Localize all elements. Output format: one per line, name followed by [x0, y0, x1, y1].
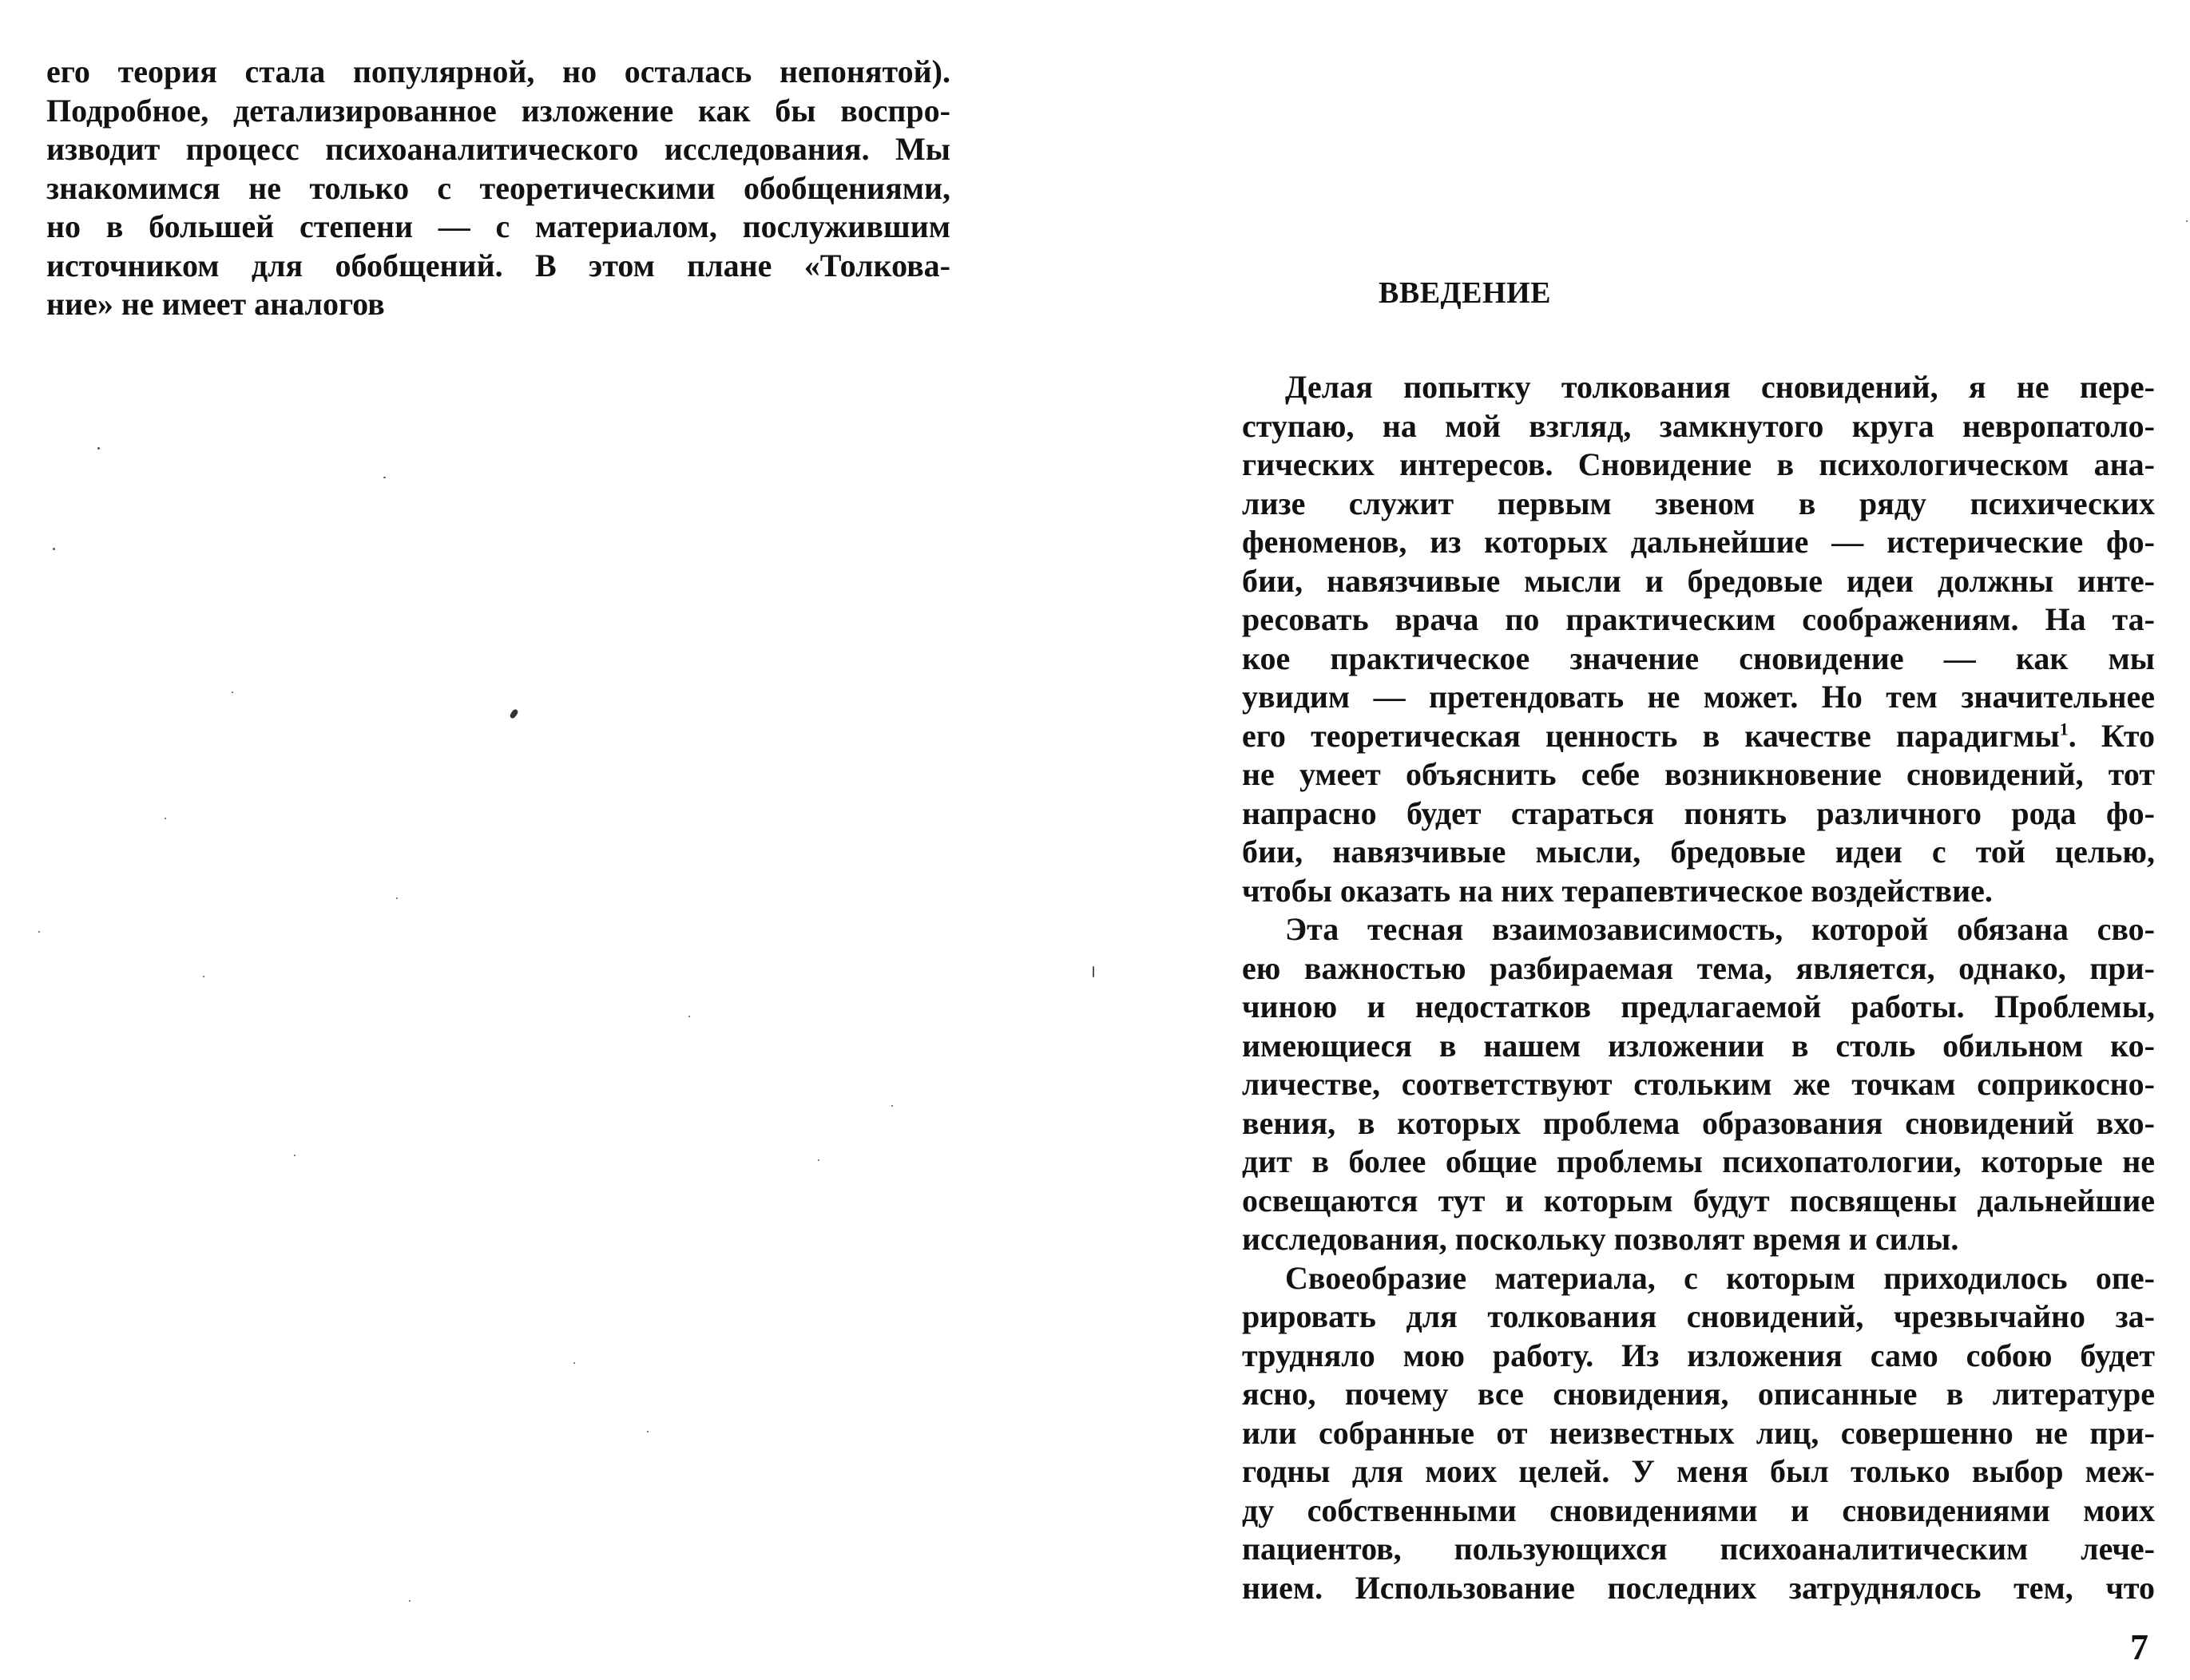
chapter-heading: ВВЕДЕНИЕ [1379, 276, 1551, 310]
scan-speck [97, 447, 100, 450]
text-fragment: его теоретическая ценность в качестве парадигмы [1242, 717, 2060, 754]
scan-speck [383, 477, 386, 478]
text-line: изводит процесс психоаналитического исследования. Мы [46, 131, 950, 167]
scan-speck [573, 1362, 575, 1364]
text-line: бии, навязчивые мысли и бредовые идеи должны инте- [1242, 562, 2155, 599]
text-line: рировать для толкования сновидений, чрезвычайно за- [1242, 1298, 2155, 1334]
text-line: имеющиеся в нашем изложении в столь обильном ко- [1242, 1027, 2155, 1064]
text-line: чтобы оказать на них терапевтическое воздействие. [1242, 872, 1993, 909]
footnote-mark[interactable]: 1 [2059, 719, 2069, 739]
text-line: исследования, поскольку позволят время и силы. [1242, 1221, 1959, 1257]
text-line: Делая попытку толкования сновидений, я не пере- [1285, 369, 2155, 405]
text-line: ступаю, на мой взгляд, замкнутого круга невропатоло- [1242, 407, 2155, 444]
scan-speck [509, 708, 519, 719]
page-number: 7 [2130, 1627, 2148, 1667]
right-page [1095, 0, 2190, 1680]
scan-speck [688, 1016, 690, 1017]
text-line: кое практическое значение сновидение — как мы [1242, 640, 2155, 676]
text-line: источником для обобщений. В этом плане «Толкова- [46, 247, 950, 283]
scan-speck [409, 1600, 411, 1602]
text-line: увидим — претендовать не может. Но тем значительнее [1242, 679, 2155, 715]
text-line: напрасно будет стараться понять различного рода фо- [1242, 794, 2155, 831]
text-line: гических интересов. Сновидение в психологическом ана- [1242, 446, 2155, 482]
scan-speck [203, 976, 204, 977]
scan-speck [53, 548, 55, 550]
text-line: знакомимся не только с теоретическими обобщениями, [46, 169, 950, 206]
text-line: лизе служит первым звеном в ряду психических [1242, 485, 2155, 521]
text-line: но в большей степени — с материалом, послужившим [46, 208, 950, 244]
text-line: ние» не имеет аналогов [46, 286, 385, 322]
text-line: Подробное, детализированное изложение как бы воспро- [46, 92, 950, 129]
text-line: Эта тесная взаимозависимость, которой обязана сво- [1285, 911, 2155, 947]
text-line: личестве, соответствуют стольким же точкам соприкосно- [1242, 1066, 2155, 1102]
text-line: ресовать врача по практическим соображениям. На та- [1242, 601, 2155, 637]
text-line: нием. Использование последних затруднялось тем, что [1242, 1569, 2155, 1606]
text-line: ду собственными сновидениями и сновидениями моих [1242, 1492, 2155, 1528]
text-line: не умеет объяснить себе возникновение сновидений, тот [1242, 756, 2155, 792]
scan-speck [38, 931, 40, 933]
scan-speck [647, 1431, 649, 1432]
text-line: его теория стала популярной, но осталась непонятой). [46, 53, 950, 89]
text-line: вения, в которых проблема образования сновидений вхо- [1242, 1104, 2155, 1141]
scan-speck [294, 1155, 296, 1156]
text-line: годны для моих целей. У меня был только выбор меж- [1242, 1453, 2155, 1489]
text-line: чиною и недостатков предлагаемой работы. Проблемы, [1242, 989, 2155, 1024]
text-line: ясно, почему все сновидения, описанные в литературе [1242, 1376, 2155, 1412]
text-line: ею важностью разбираемая тема, является, однако, при- [1242, 949, 2155, 986]
text-fragment: . Кто [2068, 717, 2155, 754]
text-line: Своеобразие материала, с которым приходилось опе- [1285, 1259, 2155, 1296]
scan-speck [396, 897, 398, 899]
scan-speck [818, 1159, 819, 1161]
scan-speck [165, 818, 166, 819]
scan-speck [891, 1105, 893, 1107]
text-line: бии, навязчивые мысли, бредовые идеи с той целью, [1242, 834, 2155, 870]
text-line: освещаются тут и которым будут посвящены дальнейшие [1242, 1182, 2155, 1218]
scan-speck [1093, 966, 1094, 977]
text-line: пациентов, пользующихся психоаналитическим лече- [1242, 1531, 2155, 1567]
left-page-text [46, 53, 950, 324]
text-line-with-footnote [1242, 717, 2155, 756]
scan-speck [232, 691, 233, 693]
text-line: трудняло мою работу. Из изложения само собою будет [1242, 1337, 2155, 1373]
text-line: или собранные от неизвестных лиц, совершенно не при- [1242, 1414, 2155, 1451]
text-line: феноменов, из которых дальнейшие — истерические фо- [1242, 524, 2155, 560]
text-line: дит в более общие проблемы психопатологии, которые не [1242, 1143, 2155, 1179]
scan-speck [2186, 220, 2188, 222]
right-page-text [1242, 368, 2155, 1607]
